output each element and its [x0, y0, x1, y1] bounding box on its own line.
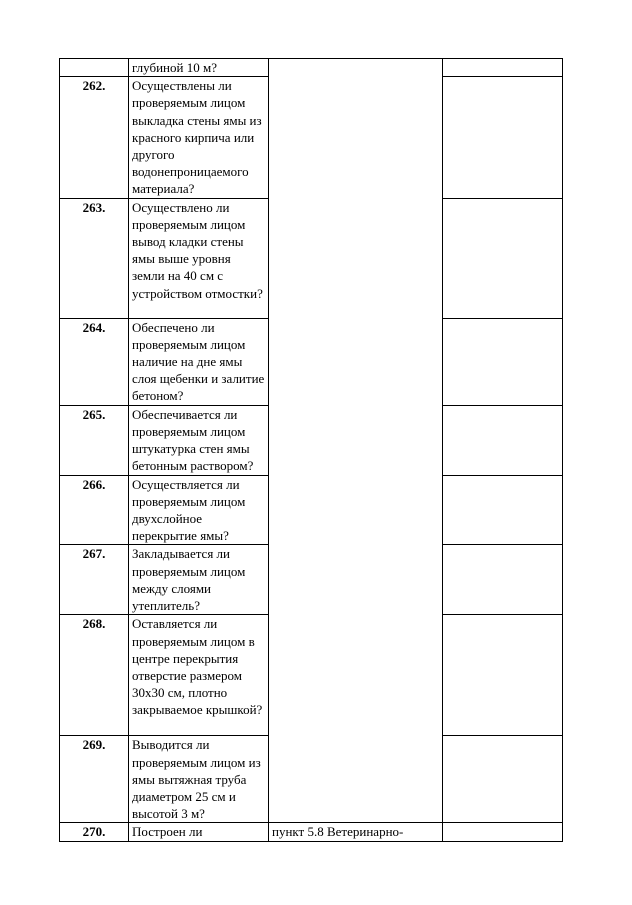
basis-cell: пункт 5.8 Ветеринарно- — [269, 823, 443, 841]
table-row — [60, 823, 563, 841]
question-cell: Обеспечивается ли проверяемым лицом штукатурка стен ямы бетонным раствором? — [129, 405, 269, 475]
question-cell: Построен ли — [129, 823, 269, 841]
row-number: 268. — [60, 615, 129, 736]
row-number — [60, 59, 129, 77]
question-cell: Осуществлено ли проверяемым лицом вывод кладки стены ямы выше уровня земли на 40 см с устройством отмостки? — [129, 198, 269, 318]
row-number: 265. — [60, 405, 129, 475]
answer-cell — [443, 198, 563, 318]
row-number: 262. — [60, 77, 129, 198]
question-cell: Оставляется ли проверяемым лицом в центре перекрытия отверстие размером 30х30 см, плотно закрываемое крышкой? — [129, 615, 269, 736]
answer-cell — [443, 736, 563, 823]
answer-cell — [443, 823, 563, 841]
answer-cell — [443, 77, 563, 198]
question-cell: Выводится ли проверяемым лицом из ямы вытяжная труба диаметром 25 см и высотой 3 м? — [129, 736, 269, 823]
question-cell: Осуществлены ли проверяемым лицом выкладка стены ямы из красного кирпича или другого водонепроницаемого материала? — [129, 77, 269, 198]
row-number: 263. — [60, 198, 129, 318]
answer-cell — [443, 475, 563, 545]
question-cell: глубиной 10 м? — [129, 59, 269, 77]
answer-cell — [443, 545, 563, 615]
basis-cell — [269, 59, 443, 823]
table-row — [60, 59, 563, 77]
row-number: 264. — [60, 318, 129, 405]
row-number: 270. — [60, 823, 129, 841]
answer-cell — [443, 59, 563, 77]
answer-cell — [443, 405, 563, 475]
question-cell: Обеспечено ли проверяемым лицом наличие на дне ямы слоя щебенки и залитие бетоном? — [129, 318, 269, 405]
checklist-table — [59, 58, 563, 842]
answer-cell — [443, 318, 563, 405]
answer-cell — [443, 615, 563, 736]
row-number: 267. — [60, 545, 129, 615]
row-number: 269. — [60, 736, 129, 823]
question-cell: Осуществляется ли проверяемым лицом двухслойное перекрытие ямы? — [129, 475, 269, 545]
question-cell: Закладывается ли проверяемым лицом между слоями утеплитель? — [129, 545, 269, 615]
row-number: 266. — [60, 475, 129, 545]
